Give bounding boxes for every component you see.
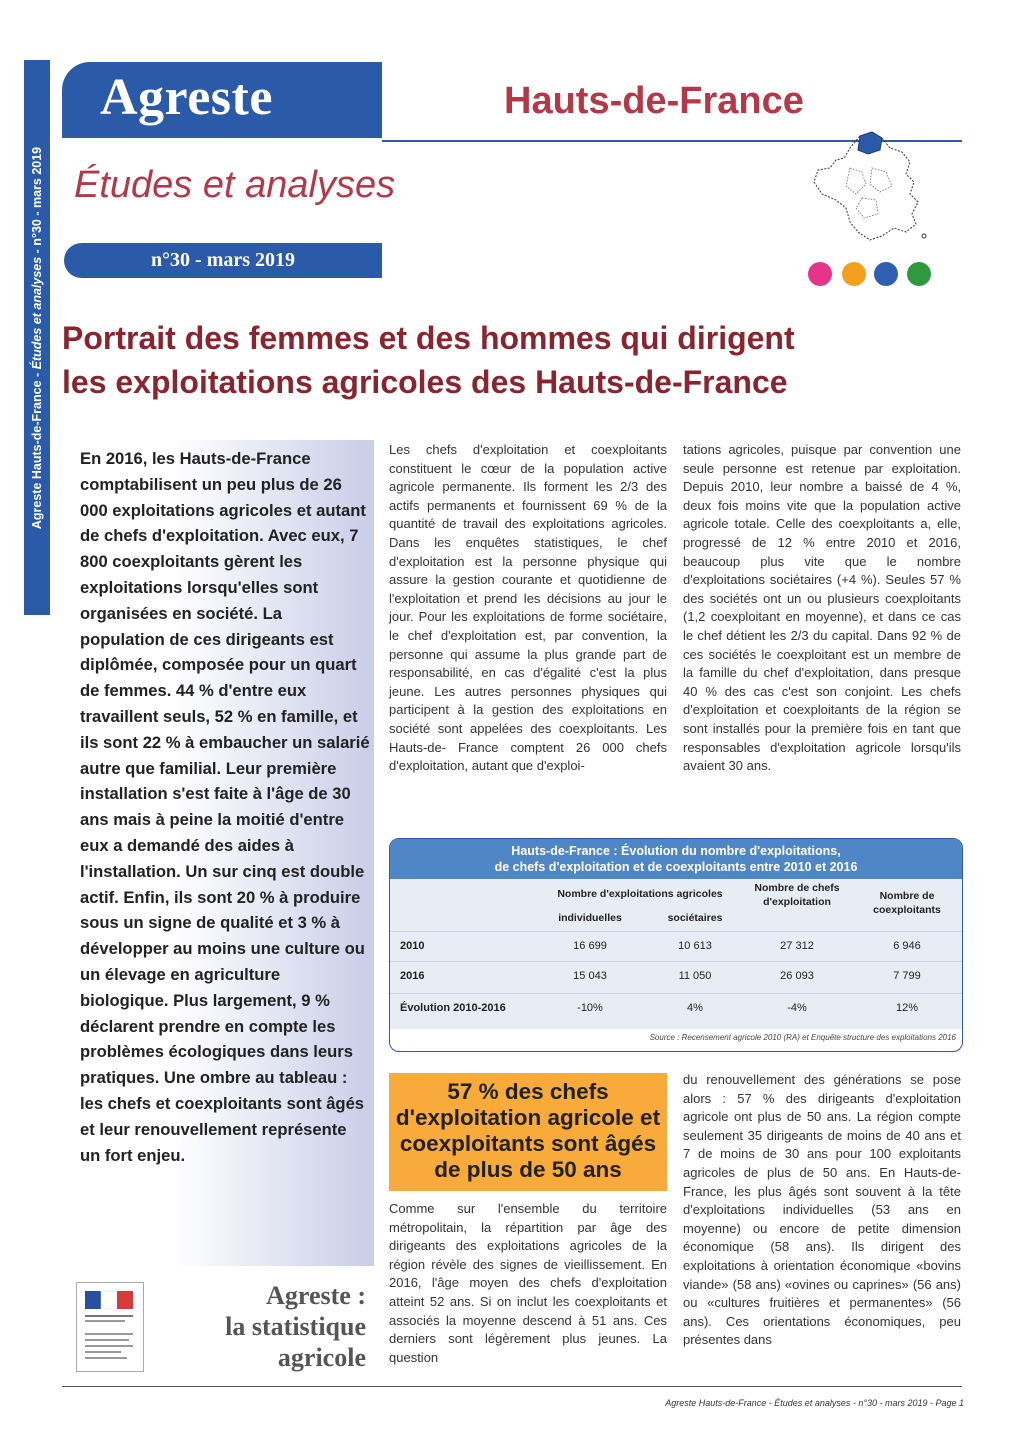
main-title <box>62 316 962 404</box>
color-dot-blue <box>874 262 898 286</box>
table-row: 2010 16 699 10 613 27 312 6 946 <box>390 931 962 960</box>
body-column-3-bottom: du renouvellement des générations se pose alors : 57 % des dirigeants d'exploitation agricole ont plus de 50 ans. La région compte seulement 35 dirigeants de moins de 40 ans et 7 de moins de 30 ans pour 100 exploitants agricoles de plus de 50 ans. En Hauts-de-France, les plus âgés sont souvent à la tête d'exploitations individuelles (53 ans en moyenne) ou encore de petite dimension économique (58 ans). Ils dirigent des exploitations à orientation économique «bovins viande» (58 ans) «ovines ou caprines» (56 ans) ou «cultures fruitières et permanentes» (56 ans). Ces orientations économiques, peu présentes dans <box>683 1072 961 1348</box>
agreste-logo-box <box>62 62 382 138</box>
summary-text: En 2016, les Hauts-de-France comptabilisent un peu plus de 26 000 exploitations agricoles et autant de chefs d'exploitation. Avec eux, 7 800 coexploitants gèrent les exploitations lorsqu'elles sont organisées en société. La population de ces dirigeants est diplômée, composée pour un quart de femmes. 44 % d'entre eux travaillent seuls, 52 % en famille, et ils sont 22 % à embaucher un salarié autre que familial. Leur première installation s'est faite à l'âge de 30 ans mais à peine la moitié d'entre eux a demandé des aides à l'installation. Un sur cinq est double actif. Enfin, ils sont 20 % à produire sous un signe de qualité et 3 % à développer au moins une culture ou un élevage en agriculture biologique. Plus largement, 9 % déclarent prendre en compte les problèmes écologiques dans leurs pratiques. Une ombre au tableau : les chefs et coexploitants sont âgés et leur renouvellement représente un fort enjeu. <box>80 449 370 1165</box>
ministry-logo <box>76 1282 144 1372</box>
summary-box <box>66 440 374 1266</box>
france-map-icon <box>806 128 934 246</box>
footer-rule <box>62 1386 962 1387</box>
table-header-individuelles: individuelles <box>558 912 622 924</box>
highlight-box <box>389 1073 667 1191</box>
table-header-chefs: Nombre de chefs d'exploitation <box>754 882 840 908</box>
main-title-line2: les exploitations agricoles des Hauts-de-France <box>62 364 788 400</box>
table-title: Hauts-de-France : Évolution du nombre d'exploitations, de chefs d'exploitation et de coexploitants entre 2010 et 2016 <box>390 839 962 879</box>
color-dot-green <box>907 262 931 286</box>
agreste-slogan: Agreste : la statistique agricole <box>225 1281 366 1372</box>
color-dot-orange <box>842 262 866 286</box>
footer-text: Agreste Hauts-de-France - Études et analyses - n°30 - mars 2019 - Page 1 <box>665 1398 964 1408</box>
data-table <box>389 838 963 1052</box>
series-title: Études et analyses <box>74 164 396 206</box>
table-row: 2016 15 043 11 050 26 093 7 799 <box>390 961 962 990</box>
color-dot-pink <box>808 262 832 286</box>
side-band <box>24 60 50 615</box>
region-title: Hauts-de-France <box>504 80 804 122</box>
table-header-societaires: sociétaires <box>667 912 723 924</box>
main-title-line1: Portrait des femmes et des hommes qui dirigent <box>62 320 795 356</box>
table-body <box>390 879 962 1029</box>
highlight-text: 57 % des chefs d'exploitation agricole et coexploitants sont âgés de plus de 50 ans <box>395 1079 661 1182</box>
body-column-2-top: Les chefs d'exploitation et coexploitants constituent le cœur de la population active agricole permanente. Ils forment les 2/3 des actifs permanents et fournissent 69 % de la quantité de travail des exploitations agricoles. Dans les enquêtes statistiques, le chef d'exploitation est la personne physique qui assure la gestion courante et quotidienne de l'exploitation et prend les décisions au jour le jour. Pour les exploitations de forme sociétaire, le chef d'exploitation est, par convention, la personne qui assume la plus grande part de responsabilité, en cas d'égalité c'est la plus jeune. Les autres personnes physiques qui participent à la gestion des exploitations en société sont appelées des coexploitants. Les Hauts-de- France comptent 26 000 chefs d'exploitation, autant que d'exploi- <box>389 442 667 774</box>
table-row: Évolution 2010-2016 -10% 4% -4% 12% <box>390 993 962 1022</box>
side-band-text: Agreste Hauts-de-France - Études et analyses - n°30 - mars 2019 <box>30 146 44 529</box>
body-column-2-bottom: Comme sur l'ensemble du territoire métropolitain, la répartition par âge des dirigeants des exploitations agricoles de la région révèle des signes de vieillissement. En 2016, l'âge moyen des chefs d'exploitation atteint 52 ans. Si on inclut les coexploitants et associés la moyenne descend à 51 ans. Ces derniers sont légèrement plus jeunes. La question <box>389 1201 667 1365</box>
body-column-3-top: tations agricoles, puisque par convention une seule personne est retenue par exploitation. Depuis 2010, leur nombre a baissé de 4 %, deux fois moins vite que la population active agricole totale. Celle des coexploitants a, elle, progressé de 12 % entre 2010 et 2016, beaucoup plus vite que le nombre d'exploitations sociétaires (+4 %). Seules 57 % des sociétés ont un ou plusieurs coexploitants (1,2 coexploitant en moyenne), et dans ce cas le chef détient les 2/3 du capital. Dans 92 % de ces sociétés le coexploitant est un membre de la famille du chef d'exploitation, dans presque 40 % des cas c'est son conjoint. Les chefs d'exploitation et coexploitants de la région se sont installés pour la première fois en tant que responsables d'exploitation agricole lorsqu'ils avaient 30 ans. <box>683 442 961 774</box>
table-header-coexploitants: Nombre de coexploitants <box>873 890 941 916</box>
table-source: Source : Recensement agricole 2010 (RA) et Enquête structure des exploitations 2016 <box>649 1033 956 1042</box>
issue-badge: n°30 - mars 2019 <box>64 243 382 278</box>
table-header-group: Nombre d'exploitations agricoles <box>557 888 723 900</box>
agreste-brand: Agreste <box>100 69 273 126</box>
